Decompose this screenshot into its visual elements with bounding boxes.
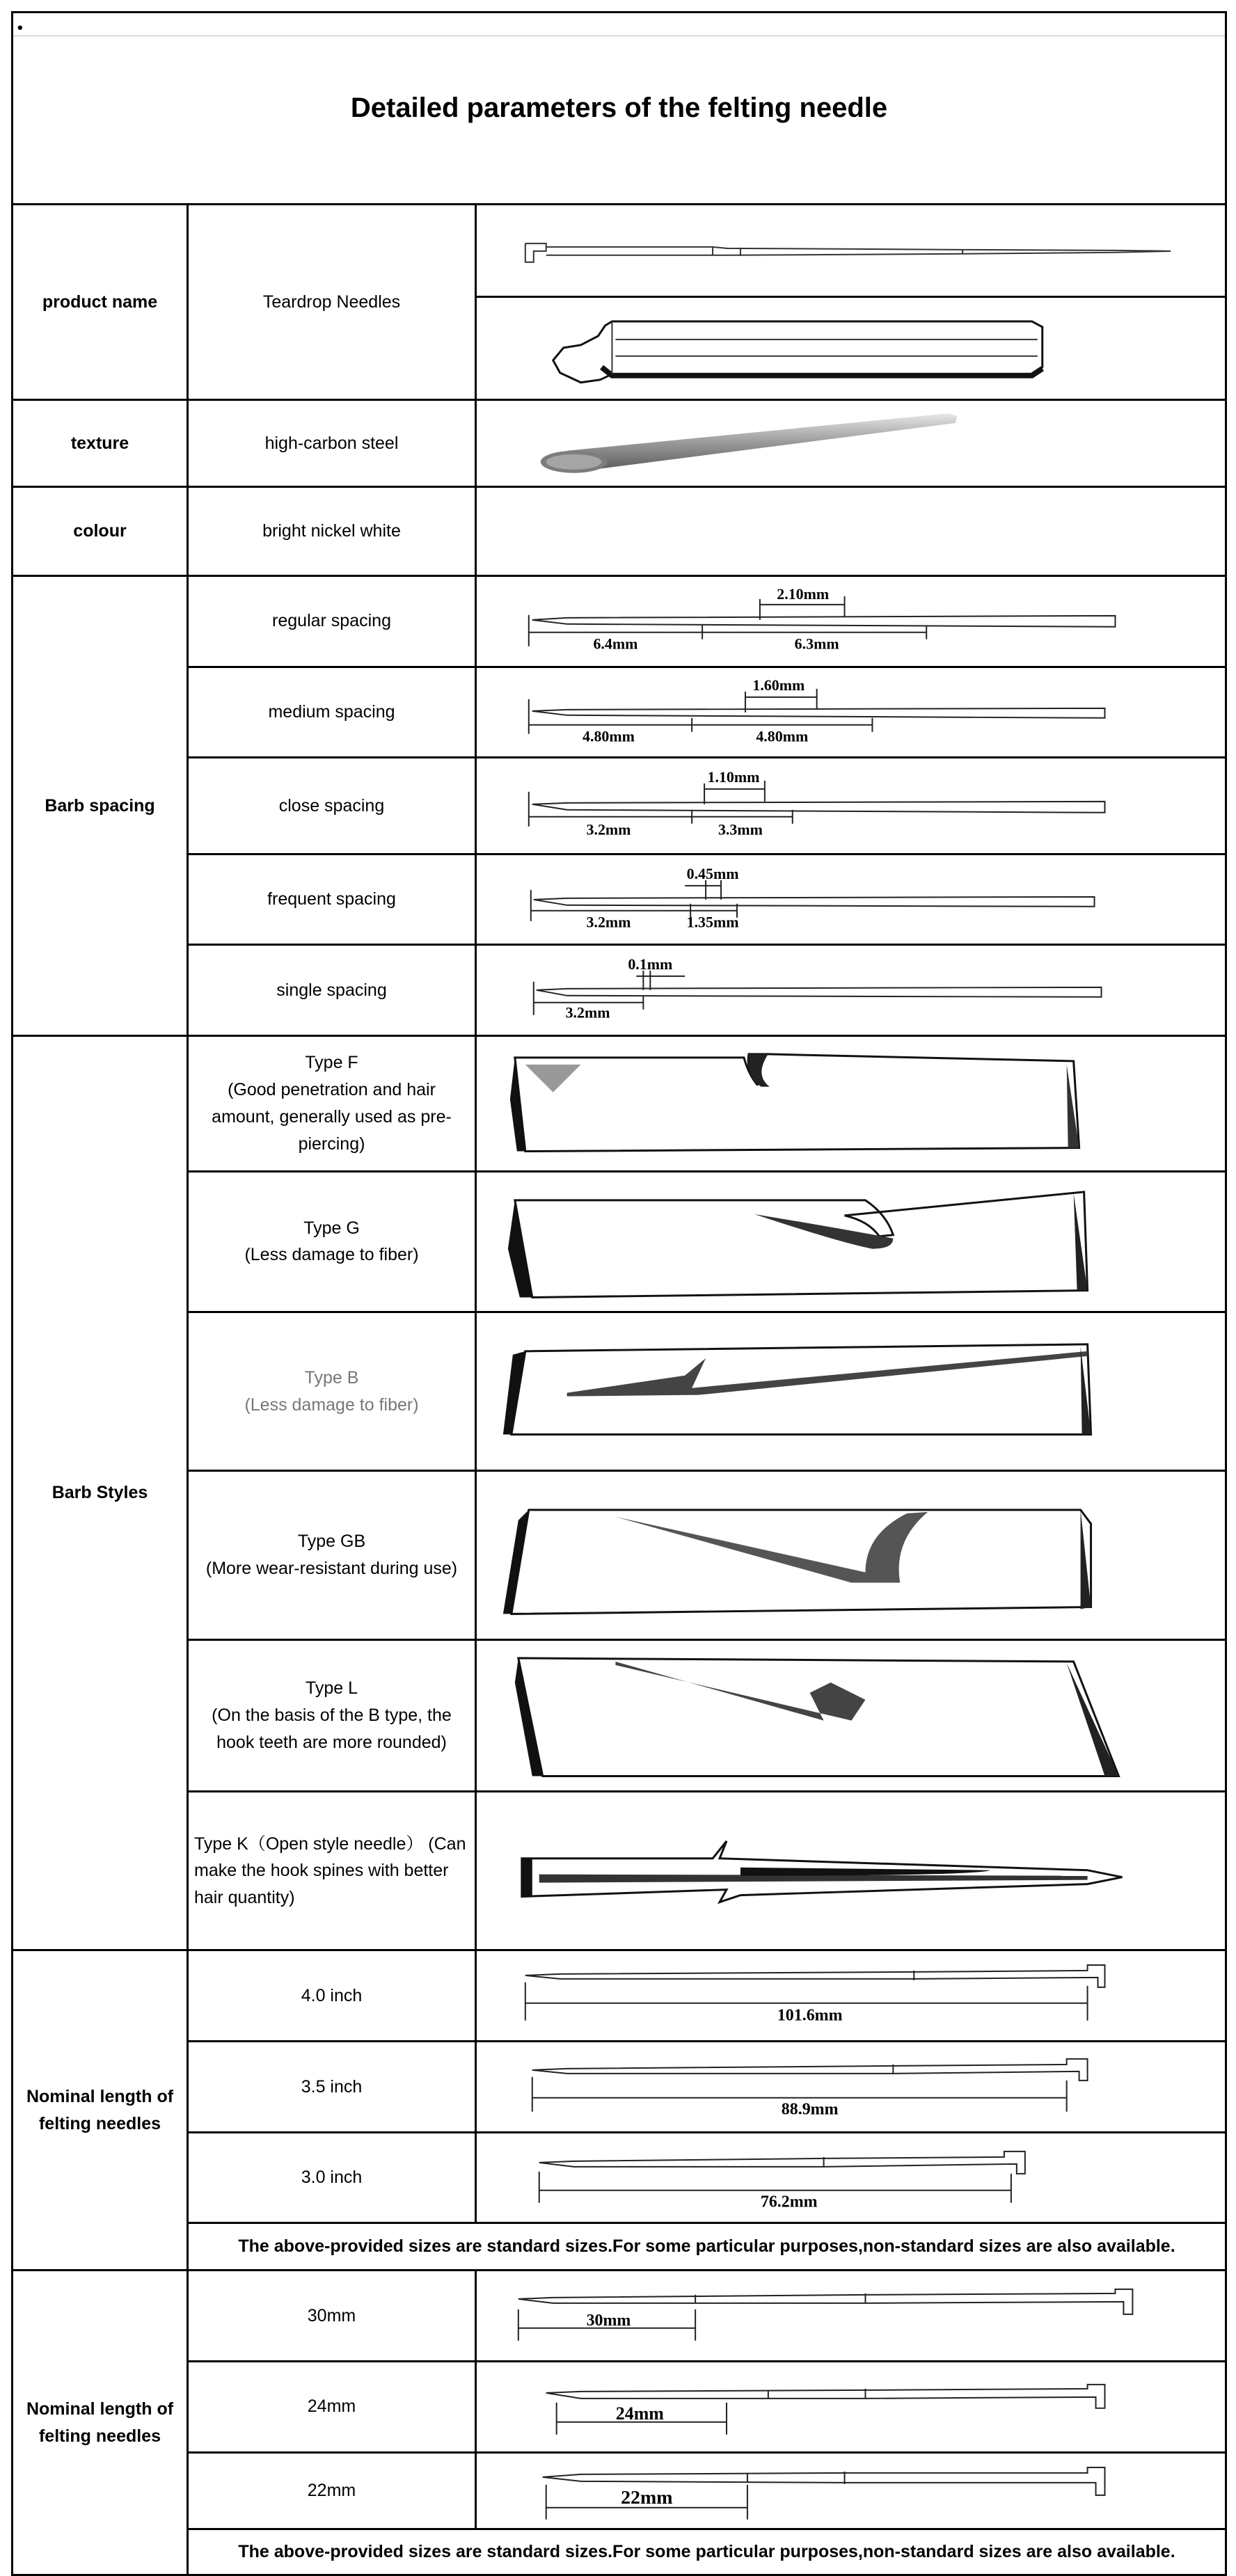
barb-style-description: [188, 1312, 476, 1470]
label-line: Nominal length of: [26, 2087, 174, 2107]
barb-style-description: [188, 1171, 476, 1312]
page-title: Detailed parameters of the felting needle: [350, 93, 888, 123]
nominal-size: 4.0 inch: [188, 1950, 476, 2042]
barb-spacing-diagram: [476, 575, 1226, 667]
dim-top-label: 0.45mm: [686, 864, 739, 882]
label-line: Nominal length of: [26, 2399, 174, 2419]
product-name-label: product name: [13, 205, 188, 400]
barb-spacing-name: regular spacing: [188, 575, 476, 667]
length-dim-label: 101.6mm: [777, 2007, 843, 2026]
nominal-length-label: [13, 2271, 188, 2575]
barb-style-image: [476, 1312, 1226, 1470]
dim-b-label: 3.3mm: [718, 820, 763, 838]
barb-style-image: [476, 1036, 1226, 1171]
label-line: felting needles: [38, 2426, 161, 2446]
texture-value: high-carbon steel: [188, 400, 476, 487]
barb-style-description: [188, 1639, 476, 1791]
dim-top-label: 1.60mm: [752, 676, 805, 694]
length-dim-label: 22mm: [621, 2486, 673, 2509]
barb-style-description: [188, 1471, 476, 1639]
colour-value: bright nickel white: [188, 486, 476, 575]
needle-length-diagram: [476, 2362, 1226, 2453]
barb-spacing-name: frequent spacing: [188, 854, 476, 945]
type-f-drawing: [477, 1037, 1225, 1170]
needle-3-0-drawing: [477, 2133, 1225, 2223]
barb-style-description: [188, 1792, 476, 1950]
nominal-size: 3.5 inch: [188, 2042, 476, 2133]
colour-label: colour: [13, 486, 188, 575]
description-line: Type G: [303, 1218, 360, 1238]
description-line: Type L: [305, 1678, 358, 1699]
description-line: hair quantity): [194, 1888, 295, 1908]
type-b-drawing: [477, 1313, 1225, 1470]
description-line: Type K（Open style needle） (Can: [194, 1834, 466, 1854]
steel-rod-image: [476, 400, 1226, 487]
barb-style-description: [188, 1036, 476, 1171]
dim-b-label: 1.35mm: [686, 913, 739, 931]
nominal-size: 30mm: [188, 2271, 476, 2362]
nominal-size: 24mm: [188, 2362, 476, 2453]
needle-section-image: [476, 296, 1226, 400]
description-line: Type GB: [297, 1532, 366, 1552]
type-g-drawing: [477, 1172, 1225, 1311]
needle-30mm-drawing: [477, 2271, 1225, 2360]
dim-b-label: 6.3mm: [794, 635, 839, 653]
steel-rod-drawing: [477, 401, 1225, 486]
description-line: amount, generally used as pre-: [212, 1106, 452, 1127]
description-line: Type B: [304, 1367, 359, 1388]
regular-spacing-drawing: [477, 577, 1225, 666]
product-name-value: Teardrop Needles: [188, 205, 476, 400]
dim-a-label: 6.4mm: [593, 635, 638, 653]
description-line: make the hook spines with better: [194, 1861, 449, 1881]
bullet-marker: •: [17, 19, 23, 36]
description-line: (On the basis of the B type, the: [212, 1706, 452, 1725]
barb-styles-label: Barb Styles: [13, 1036, 188, 1950]
needle-side-drawing: [477, 205, 1225, 296]
needle-length-diagram: [476, 2132, 1226, 2223]
standard-sizes-note: The above-provided sizes are standard sizes.For some particular purposes,non-standard sizes are also available.: [188, 2529, 1226, 2575]
parameters-sheet: [11, 11, 1225, 2562]
teardrop-section-drawing: [477, 298, 1225, 399]
close-spacing-drawing: [477, 758, 1225, 853]
description-line: (More wear-resistant during use): [205, 1559, 458, 1579]
standard-sizes-note: The above-provided sizes are standard sizes.For some particular purposes,non-standard sizes are also available.: [188, 2223, 1226, 2271]
needle-4-0-drawing: [477, 1951, 1225, 2040]
needle-side-image: [476, 205, 1226, 297]
nominal-size: 22mm: [188, 2452, 476, 2529]
description-line: piercing): [298, 1134, 365, 1154]
type-gb-drawing: [477, 1472, 1225, 1638]
dim-b-label: 4.80mm: [756, 727, 809, 745]
type-k-drawing: [477, 1792, 1225, 1949]
length-dim-label: 24mm: [615, 2403, 664, 2424]
type-l-drawing: [477, 1641, 1225, 1790]
barb-spacing-diagram: [476, 854, 1226, 945]
barb-style-image: [476, 1639, 1226, 1791]
dim-top-label: 2.10mm: [777, 585, 830, 603]
barb-style-image: [476, 1471, 1226, 1639]
dim-a-label: 4.80mm: [583, 727, 635, 745]
barb-spacing-diagram: [476, 945, 1226, 1036]
description-line: Type F: [305, 1053, 358, 1073]
description-line: (Good penetration and hair: [228, 1080, 436, 1100]
dim-a-label: 3.2mm: [586, 820, 631, 838]
nominal-size: 3.0 inch: [188, 2132, 476, 2223]
dim-a-label: 3.2mm: [586, 913, 631, 931]
length-dim-label: 30mm: [586, 2312, 631, 2330]
barb-spacing-name: medium spacing: [188, 667, 476, 758]
dim-a-label: 3.2mm: [565, 1004, 610, 1022]
barb-spacing-name: close spacing: [188, 758, 476, 854]
description-line: hook teeth are more rounded): [216, 1732, 447, 1752]
parameters-table: [11, 11, 1227, 2576]
needle-22mm-drawing: [477, 2454, 1225, 2529]
single-spacing-drawing: [477, 946, 1225, 1035]
label-line: felting needles: [38, 2113, 161, 2133]
barb-spacing-diagram: [476, 667, 1226, 758]
barb-style-image: [476, 1171, 1226, 1312]
needle-length-diagram: [476, 1950, 1226, 2042]
needle-length-diagram: [476, 2042, 1226, 2133]
colour-empty-cell: [476, 486, 1226, 575]
texture-label: texture: [13, 400, 188, 487]
barb-spacing-name: single spacing: [188, 945, 476, 1036]
needle-length-diagram: [476, 2271, 1226, 2362]
barb-spacing-diagram: [476, 758, 1226, 854]
needle-length-diagram: [476, 2452, 1226, 2529]
dim-top-label: 1.10mm: [707, 768, 760, 786]
nominal-length-label: [13, 1950, 188, 2271]
frequent-spacing-drawing: [477, 855, 1225, 944]
medium-spacing-drawing: [477, 668, 1225, 757]
description-line: (Less damage to fiber): [244, 1394, 419, 1415]
needle-24mm-drawing: [477, 2362, 1225, 2451]
barb-style-image: [476, 1792, 1226, 1950]
description-line: (Less damage to fiber): [244, 1245, 419, 1265]
title-cell: [13, 13, 1226, 205]
length-dim-label: 88.9mm: [781, 2100, 839, 2119]
needle-3-5-drawing: [477, 2042, 1225, 2131]
title-rule: [13, 35, 1225, 36]
barb-spacing-label: Barb spacing: [13, 575, 188, 1035]
dim-top-label: 0.1mm: [628, 955, 673, 973]
length-dim-label: 76.2mm: [760, 2193, 818, 2211]
